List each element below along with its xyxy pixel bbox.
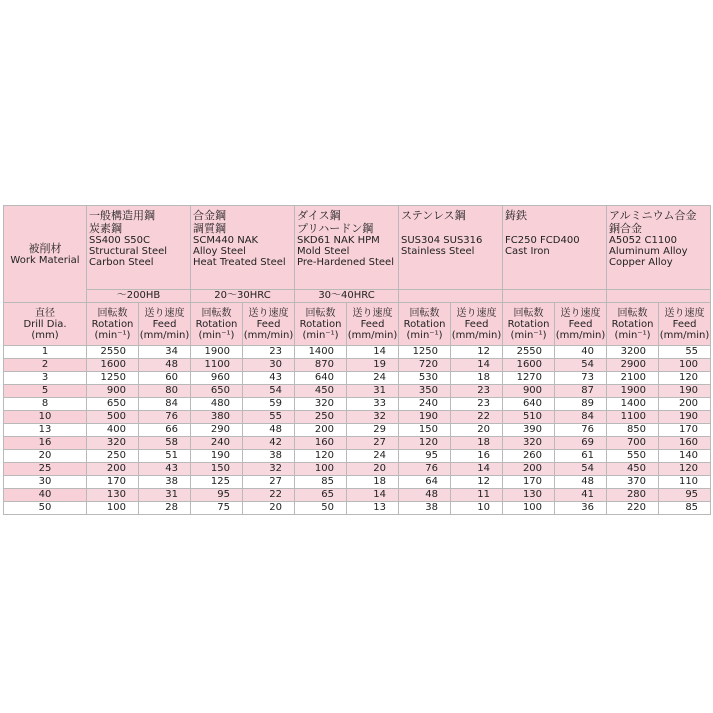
feed-header-0	[139, 303, 191, 346]
material-en-name: Cast Iron	[505, 246, 550, 257]
material-grades: SUS304 SUS316	[401, 235, 483, 246]
material-cell	[607, 206, 710, 268]
feed-value: 38	[243, 450, 295, 463]
feed-value: 29	[347, 424, 399, 437]
table-row	[4, 411, 711, 424]
material-header-1	[191, 206, 295, 290]
rotation-value: 350	[399, 385, 451, 398]
rotation-value: 1250	[87, 372, 139, 385]
feed-value: 73	[555, 372, 607, 385]
feed-value: 23	[451, 398, 503, 411]
feed-value: 31	[139, 489, 191, 502]
rotation-header-unit: (min⁻¹)	[198, 329, 235, 341]
feed-value: 95	[659, 489, 711, 502]
rotation-value: 64	[399, 476, 451, 489]
rotation-value: 900	[87, 385, 139, 398]
feed-value: 40	[555, 346, 607, 359]
rotation-value: 240	[399, 398, 451, 411]
rotation-header-1	[191, 303, 243, 346]
rotation-value: 95	[399, 450, 451, 463]
diameter-header-jp: 直径	[35, 307, 55, 319]
material-jp-name: 一般構造用鋼	[89, 209, 155, 222]
drill-diameter: 5	[4, 385, 87, 398]
table-row	[4, 450, 711, 463]
rotation-value: 170	[87, 476, 139, 489]
table-row	[4, 424, 711, 437]
material-grades: FC250 FCD400	[505, 235, 580, 246]
table-row	[4, 489, 711, 502]
hardness-4	[503, 290, 607, 303]
material-en-name: Alloy Steel	[193, 246, 246, 257]
material-en-name: Aluminum Alloy	[609, 246, 688, 257]
feed-value: 85	[659, 502, 711, 515]
material-jp-name: アルミニウム合金	[609, 209, 697, 222]
feed-header-unit: (mm/min)	[555, 329, 606, 341]
rotation-header-jp: 回転数	[409, 307, 440, 319]
feed-value: 27	[347, 437, 399, 450]
feed-value: 18	[347, 476, 399, 489]
material-cell	[191, 206, 294, 268]
rotation-value: 120	[295, 450, 347, 463]
rotation-value: 900	[503, 385, 555, 398]
rotation-value: 250	[295, 411, 347, 424]
material-jp-name: 合金鋼	[193, 209, 226, 222]
rotation-value: 150	[399, 424, 451, 437]
feed-header-jp: 送り速度	[456, 307, 497, 319]
rotation-header-en: Rotation	[507, 318, 550, 330]
feed-header-jp: 送り速度	[664, 307, 705, 319]
rotation-value: 240	[191, 437, 243, 450]
feed-value: 48	[555, 476, 607, 489]
feed-value: 60	[139, 372, 191, 385]
rotation-value: 100	[295, 463, 347, 476]
feed-value: 76	[139, 411, 191, 424]
rotation-value: 38	[399, 502, 451, 515]
rotation-value: 190	[191, 450, 243, 463]
feed-value: 190	[659, 385, 711, 398]
feed-value: 27	[243, 476, 295, 489]
rotation-value: 120	[399, 437, 451, 450]
feed-value: 13	[347, 502, 399, 515]
drill-diameter: 30	[4, 476, 87, 489]
rotation-value: 3200	[607, 346, 659, 359]
rotation-value: 640	[503, 398, 555, 411]
feed-value: 34	[139, 346, 191, 359]
feed-value: 31	[347, 385, 399, 398]
feed-value: 20	[451, 424, 503, 437]
material-cell	[87, 206, 190, 268]
rotation-value: 65	[295, 489, 347, 502]
feed-value: 14	[451, 359, 503, 372]
data-body	[4, 346, 711, 515]
feed-header-unit: (mm/min)	[243, 329, 294, 341]
feed-value: 54	[555, 463, 607, 476]
rotation-value: 500	[87, 411, 139, 424]
table-row	[4, 385, 711, 398]
feed-value: 66	[139, 424, 191, 437]
hardness-2: 30～40HRC	[295, 290, 399, 303]
table-row	[4, 359, 711, 372]
rotation-value: 720	[399, 359, 451, 372]
feed-header-unit: (mm/min)	[347, 329, 398, 341]
diameter-header-en: Drill Dia.	[23, 318, 67, 330]
feed-value: 16	[451, 450, 503, 463]
feed-value: 51	[139, 450, 191, 463]
table-row	[4, 437, 711, 450]
material-jp-subname: 炭素鋼	[89, 222, 122, 235]
feed-value: 48	[139, 359, 191, 372]
feed-value: 89	[555, 398, 607, 411]
hardness-0: ～200HB	[87, 290, 191, 303]
feed-value: 120	[659, 372, 711, 385]
rotation-value: 130	[87, 489, 139, 502]
feed-value: 36	[555, 502, 607, 515]
rotation-value: 260	[503, 450, 555, 463]
hardness-row	[4, 290, 711, 303]
drill-diameter: 1	[4, 346, 87, 359]
rotation-value: 640	[295, 372, 347, 385]
rotation-value: 130	[503, 489, 555, 502]
rotation-value: 280	[607, 489, 659, 502]
work-material-header	[4, 206, 87, 303]
feed-value: 23	[451, 385, 503, 398]
rotation-value: 76	[399, 463, 451, 476]
material-grades: A5052 C1100	[609, 235, 677, 246]
feed-value: 55	[659, 346, 711, 359]
feed-value: 76	[555, 424, 607, 437]
drill-diameter: 3	[4, 372, 87, 385]
feed-value: 69	[555, 437, 607, 450]
feed-value: 18	[451, 437, 503, 450]
feed-header-4	[555, 303, 607, 346]
drill-diameter: 40	[4, 489, 87, 502]
rotation-value: 320	[503, 437, 555, 450]
rotation-header-3	[399, 303, 451, 346]
hardness-5	[607, 290, 711, 303]
rotation-header-5	[607, 303, 659, 346]
material-header-3	[399, 206, 503, 290]
rotation-header-unit: (min⁻¹)	[510, 329, 547, 341]
drill-diameter: 16	[4, 437, 87, 450]
rotation-header-unit: (min⁻¹)	[302, 329, 339, 341]
feed-value: 19	[347, 359, 399, 372]
cutting-conditions-table-container	[3, 205, 710, 515]
material-grades: SS400 S50C	[89, 235, 151, 246]
rotation-value: 2900	[607, 359, 659, 372]
table-row	[4, 372, 711, 385]
material-en-name: Mold Steel	[297, 246, 350, 257]
feed-value: 32	[243, 463, 295, 476]
rotation-header-unit: (min⁻¹)	[614, 329, 651, 341]
feed-value: 120	[659, 463, 711, 476]
material-jp-subname: 銅合金	[609, 222, 643, 235]
feed-value: 18	[451, 372, 503, 385]
feed-value: 20	[347, 463, 399, 476]
hardness-3	[399, 290, 503, 303]
feed-value: 14	[451, 463, 503, 476]
material-en-subname: Pre-Hardened Steel	[297, 257, 394, 268]
rotation-value: 1100	[191, 359, 243, 372]
rotation-value: 200	[87, 463, 139, 476]
feed-header-en: Feed	[256, 318, 281, 330]
rotation-value: 125	[191, 476, 243, 489]
rotation-header-jp: 回転数	[97, 307, 128, 319]
rotation-value: 160	[295, 437, 347, 450]
rotation-value: 380	[191, 411, 243, 424]
diameter-header-unit: (mm)	[31, 329, 59, 341]
rotation-value: 370	[607, 476, 659, 489]
rotation-value: 450	[607, 463, 659, 476]
rotation-value: 390	[503, 424, 555, 437]
drill-diameter: 20	[4, 450, 87, 463]
rotation-value: 1900	[607, 385, 659, 398]
feed-header-jp: 送り速度	[352, 307, 393, 319]
rotation-header-jp: 回転数	[201, 307, 232, 319]
feed-header-en: Feed	[672, 318, 697, 330]
material-en-subname: Carbon Steel	[89, 257, 154, 268]
feed-value: 41	[555, 489, 607, 502]
rotation-value: 48	[399, 489, 451, 502]
feed-value: 84	[139, 398, 191, 411]
material-en-subname: Heat Treated Steel	[193, 257, 286, 268]
feed-header-en: Feed	[152, 318, 177, 330]
rotation-value: 200	[295, 424, 347, 437]
rotation-value: 1100	[607, 411, 659, 424]
feed-value: 28	[139, 502, 191, 515]
hardness-1: 20～30HRC	[191, 290, 295, 303]
rotation-value: 85	[295, 476, 347, 489]
rotation-value: 220	[607, 502, 659, 515]
rotation-value: 1600	[503, 359, 555, 372]
feed-value: 30	[243, 359, 295, 372]
drill-diameter: 10	[4, 411, 87, 424]
material-header-5	[607, 206, 711, 290]
feed-header-unit: (mm/min)	[139, 329, 190, 341]
rotation-value: 250	[87, 450, 139, 463]
feed-header-1	[243, 303, 295, 346]
rotation-value: 320	[87, 437, 139, 450]
material-jp-name: ダイス鋼	[297, 209, 341, 222]
feed-value: 14	[347, 489, 399, 502]
feed-header-en: Feed	[464, 318, 489, 330]
diameter-header	[4, 303, 87, 346]
drill-diameter: 2	[4, 359, 87, 372]
rotation-value: 1400	[607, 398, 659, 411]
rotation-header-unit: (min⁻¹)	[406, 329, 443, 341]
material-jp-subname: 調質鋼	[193, 222, 226, 235]
feed-value: 12	[451, 346, 503, 359]
feed-header-jp: 送り速度	[144, 307, 185, 319]
rotation-value: 850	[607, 424, 659, 437]
table-row	[4, 476, 711, 489]
feed-value: 24	[347, 450, 399, 463]
rotation-value: 1270	[503, 372, 555, 385]
feed-value: 20	[243, 502, 295, 515]
rotation-header-jp: 回転数	[617, 307, 648, 319]
material-en-name: Structural Steel	[89, 246, 168, 257]
rotation-value: 530	[399, 372, 451, 385]
feed-value: 43	[243, 372, 295, 385]
rotation-value: 170	[503, 476, 555, 489]
work-material-en: Work Material	[10, 254, 80, 266]
feed-value: 10	[451, 502, 503, 515]
feed-value: 61	[555, 450, 607, 463]
cutting-conditions-table	[3, 205, 711, 515]
material-grades: SCM440 NAK	[193, 235, 259, 246]
feed-value: 42	[243, 437, 295, 450]
rotation-value: 100	[503, 502, 555, 515]
feed-value: 190	[659, 411, 711, 424]
rotation-header-en: Rotation	[91, 318, 134, 330]
rotation-value: 650	[87, 398, 139, 411]
rotation-header-2	[295, 303, 347, 346]
rotation-header-en: Rotation	[403, 318, 446, 330]
feed-value: 23	[243, 346, 295, 359]
feed-value: 32	[347, 411, 399, 424]
rotation-value: 1600	[87, 359, 139, 372]
feed-value: 22	[451, 411, 503, 424]
rotation-value: 150	[191, 463, 243, 476]
rotation-value: 480	[191, 398, 243, 411]
rotation-value: 450	[295, 385, 347, 398]
rotation-value: 700	[607, 437, 659, 450]
rotation-value: 400	[87, 424, 139, 437]
rotation-header-unit: (min⁻¹)	[94, 329, 131, 341]
feed-value: 54	[555, 359, 607, 372]
material-jp-subname: プリハードン鋼	[297, 222, 374, 235]
work-material-jp: 被削材	[28, 241, 62, 255]
rotation-value: 320	[295, 398, 347, 411]
drill-diameter: 8	[4, 398, 87, 411]
material-header-row	[4, 206, 711, 290]
rotation-header-en: Rotation	[299, 318, 342, 330]
rotation-value: 1250	[399, 346, 451, 359]
rotation-header-jp: 回転数	[513, 307, 544, 319]
feed-value: 84	[555, 411, 607, 424]
feed-header-3	[451, 303, 503, 346]
feed-value: 200	[659, 398, 711, 411]
feed-value: 58	[139, 437, 191, 450]
feed-value: 87	[555, 385, 607, 398]
rotation-value: 550	[607, 450, 659, 463]
material-grades: SKD61 NAK HPM	[297, 235, 380, 246]
rotation-value: 650	[191, 385, 243, 398]
material-jp-name: 鋳鉄	[505, 209, 528, 222]
feed-value: 48	[243, 424, 295, 437]
rotation-value: 290	[191, 424, 243, 437]
material-header-4	[503, 206, 607, 290]
rotation-header-jp: 回転数	[305, 307, 336, 319]
material-en-name: Stainless Steel	[401, 246, 475, 257]
feed-value: 54	[243, 385, 295, 398]
rotation-value: 50	[295, 502, 347, 515]
feed-value: 59	[243, 398, 295, 411]
material-header-0	[87, 206, 191, 290]
drill-diameter: 13	[4, 424, 87, 437]
feed-header-unit: (mm/min)	[451, 329, 502, 341]
feed-value: 11	[451, 489, 503, 502]
table-row	[4, 398, 711, 411]
feed-value: 160	[659, 437, 711, 450]
feed-header-2	[347, 303, 399, 346]
table-row	[4, 463, 711, 476]
table-row	[4, 346, 711, 359]
rotation-value: 870	[295, 359, 347, 372]
feed-header-en: Feed	[568, 318, 593, 330]
material-cell	[399, 206, 502, 257]
feed-value: 43	[139, 463, 191, 476]
drill-diameter: 50	[4, 502, 87, 515]
rotation-value: 2550	[87, 346, 139, 359]
feed-value: 170	[659, 424, 711, 437]
feed-header-jp: 送り速度	[560, 307, 601, 319]
feed-value: 14	[347, 346, 399, 359]
rotation-header-en: Rotation	[611, 318, 654, 330]
material-cell	[295, 206, 398, 268]
rotation-value: 510	[503, 411, 555, 424]
feed-value: 110	[659, 476, 711, 489]
feed-value: 38	[139, 476, 191, 489]
feed-value: 22	[243, 489, 295, 502]
feed-header-en: Feed	[360, 318, 385, 330]
material-en-subname: Copper Alloy	[609, 257, 673, 268]
material-cell	[503, 206, 606, 257]
drill-diameter: 25	[4, 463, 87, 476]
feed-value: 80	[139, 385, 191, 398]
rotation-value: 2100	[607, 372, 659, 385]
feed-header-5	[659, 303, 711, 346]
rotation-value: 100	[87, 502, 139, 515]
feed-header-jp: 送り速度	[248, 307, 289, 319]
rotation-value: 95	[191, 489, 243, 502]
rotation-value: 190	[399, 411, 451, 424]
column-header-row	[4, 303, 711, 346]
feed-value: 33	[347, 398, 399, 411]
rotation-value: 200	[503, 463, 555, 476]
feed-value: 24	[347, 372, 399, 385]
rotation-header-en: Rotation	[195, 318, 238, 330]
rotation-value: 2550	[503, 346, 555, 359]
feed-header-unit: (mm/min)	[659, 329, 710, 341]
material-header-2	[295, 206, 399, 290]
feed-value: 100	[659, 359, 711, 372]
feed-value: 12	[451, 476, 503, 489]
rotation-value: 960	[191, 372, 243, 385]
rotation-value: 75	[191, 502, 243, 515]
table-row	[4, 502, 711, 515]
rotation-header-4	[503, 303, 555, 346]
feed-value: 140	[659, 450, 711, 463]
rotation-header-0	[87, 303, 139, 346]
feed-value: 55	[243, 411, 295, 424]
material-jp-name: ステンレス鋼	[401, 209, 466, 222]
rotation-value: 1900	[191, 346, 243, 359]
rotation-value: 1400	[295, 346, 347, 359]
